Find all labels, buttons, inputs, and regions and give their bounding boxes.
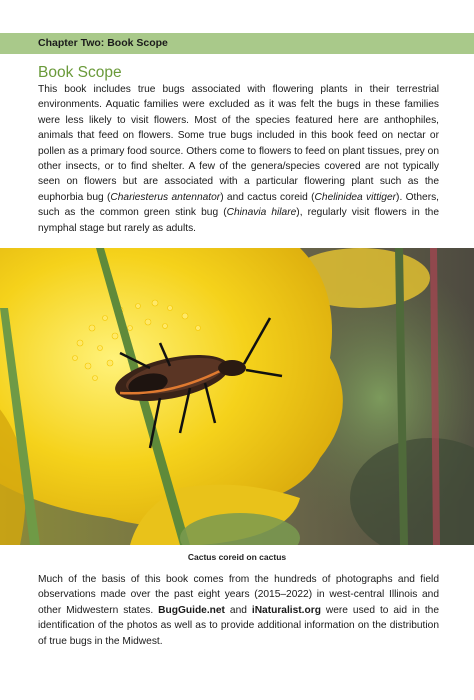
chapter-header-bar <box>0 33 474 54</box>
scientific-name: Chinavia hilare <box>226 207 297 219</box>
scientific-name: Chariesterus antennator <box>110 191 221 203</box>
closing-paragraph: Much of the basis of this book comes from the hundreds of photographs and field observations made over the past eight years (2015–2022) in west-central Illinois and other Midwestern states. BugGuide.net and iNaturalist.org were used to aid in the identification of the photos as well as to provide additional information on the distribution of true bugs in the Midwest. <box>38 574 439 647</box>
inaturalist-link-text: iNaturalist.org <box>251 604 321 616</box>
photo-caption: Cactus coreid on cactus <box>187 552 287 562</box>
intro-paragraph: This book includes true bugs associated with flowering plants in their terrestrial environments. Aquatic families were excluded as it was felt the bugs in these families were less likely to visit flowers. Most of the species featured here are anthophiles, animals that feed on flowers. Some true bugs included in this book feed on nectar or pollen as a primary food source. Others come to flowers to feed on plant tissues, prey on other insects, or to find shelter. A few of the genera/species covered are not typically seen on flowers but are associated with a particular flowering plant such as the euphorbia bug (Chariesterus antennator) and cactus coreid (Chelinidea vittiger). Others, such as the common green stink bug (Chinavia hilare), regularly visit flowers in the nymphal stage but rarely as adults. <box>38 84 440 234</box>
scientific-name: Chelinidea vittiger <box>314 191 397 203</box>
chapter-title: Chapter Two: Book Scope <box>38 37 168 49</box>
cactus-coreid-photo <box>0 248 474 545</box>
bugguide-link-text: BugGuide.net <box>158 604 225 616</box>
section-title: Book Scope <box>38 64 122 81</box>
